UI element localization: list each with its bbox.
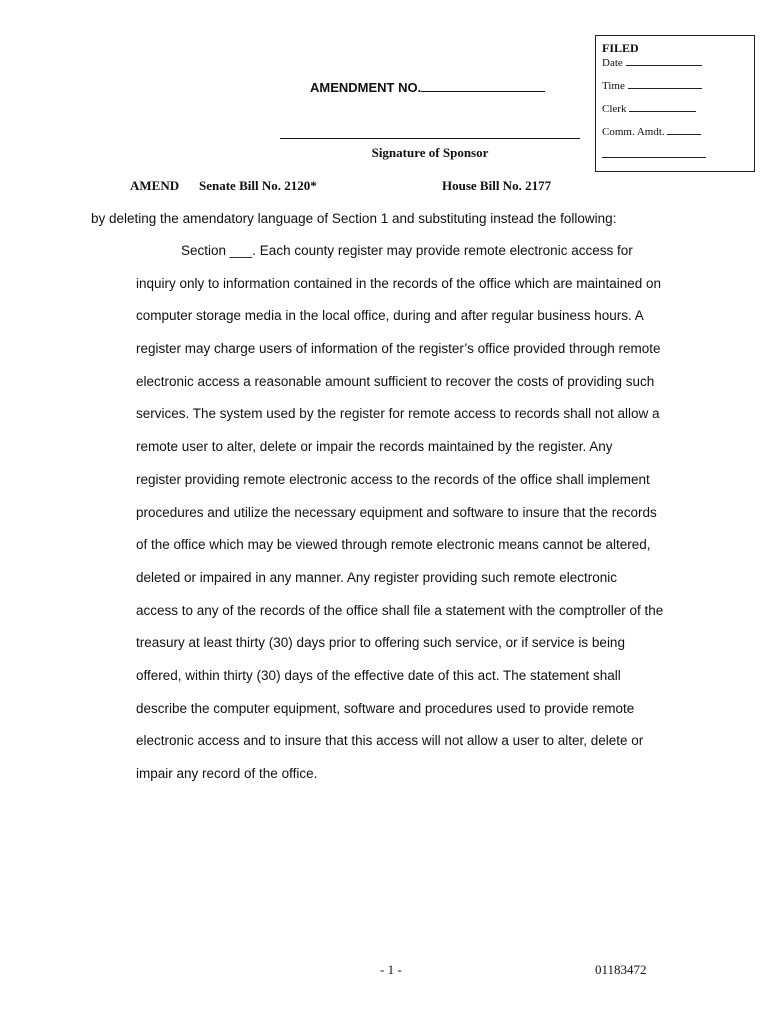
document-number: 01183472 [595, 962, 647, 977]
filed-time-row [602, 75, 748, 98]
sponsor-label: Signature of Sponsor [371, 145, 489, 160]
intro-line: by deleting the amendatory language of Section 1 and substituting instead the following: [91, 211, 617, 226]
filed-extra-blank [602, 146, 706, 158]
amendment-body [136, 241, 681, 797]
filed-date-row [602, 52, 748, 75]
filed-time-label: Time [602, 80, 625, 92]
filed-comm-amdt-row [602, 121, 748, 144]
filed-time-blank [628, 77, 702, 89]
body-line: procedures and utilize the necessary equipment and software to insure that the records [136, 504, 657, 520]
senate-bill-number: Senate Bill No. 2120* [199, 178, 317, 193]
body-line: offered, within thirty (30) days of the effective date of this act. The statement shall [136, 667, 621, 683]
body-line: register may charge users of information of the register’s office provided through remote [136, 341, 661, 357]
amendment-number-blank [421, 80, 545, 92]
amendment-label: AMENDMENT NO. [310, 80, 422, 95]
body-line: access to any of the records of the office shall file a statement with the comptroller of the [136, 602, 664, 618]
body-line: inquiry only to information contained in the records of the office which are maintained on [136, 275, 662, 291]
filed-title: FILED [602, 41, 639, 55]
sponsor-signature-line [280, 138, 580, 139]
body-line: impair any record of the office. [136, 766, 318, 781]
filed-date-blank [626, 54, 702, 66]
filed-extra-row [602, 144, 748, 167]
body-line: remote user to alter, delete or impair the records maintained by the register. Any [136, 439, 613, 455]
filed-comm-amdt-label: Comm. Amdt. [602, 126, 665, 138]
filed-date-label: Date [602, 57, 623, 69]
amend-word: AMEND [130, 178, 180, 193]
body-line: Section ___. Each county register may provide remote electronic access for [181, 243, 633, 258]
filed-comm-amdt-blank [667, 123, 701, 135]
filed-clerk-label: Clerk [602, 103, 627, 115]
amendment-title [310, 80, 545, 95]
body-line: services. The system used by the register for remote access to records shall not allow a [136, 406, 660, 422]
filed-clerk-row [602, 98, 748, 121]
house-bill-number: House Bill No. 2177 [442, 178, 552, 193]
body-line: of the office which may be viewed through remote electronic means cannot be altered, [136, 537, 651, 553]
page-number: - 1 - [380, 962, 402, 977]
body-line: computer storage media in the local office, during and after regular business hours. A [136, 308, 644, 324]
body-line: deleted or impaired in any manner. Any register providing such remote electronic [136, 569, 618, 585]
body-line: treasury at least thirty (30) days prior to offering such service, or if service is being [136, 635, 625, 651]
body-line: register providing remote electronic access to the records of the office shall implement [136, 471, 650, 487]
body-line: electronic access a reasonable amount sufficient to recover the costs of providing such [136, 373, 655, 389]
filed-clerk-blank [629, 100, 696, 112]
body-line: describe the computer equipment, software and procedures used to provide remote [136, 700, 635, 716]
body-line: electronic access and to insure that this access will not allow a user to alter, delete or [136, 733, 644, 749]
filed-box [595, 35, 755, 172]
